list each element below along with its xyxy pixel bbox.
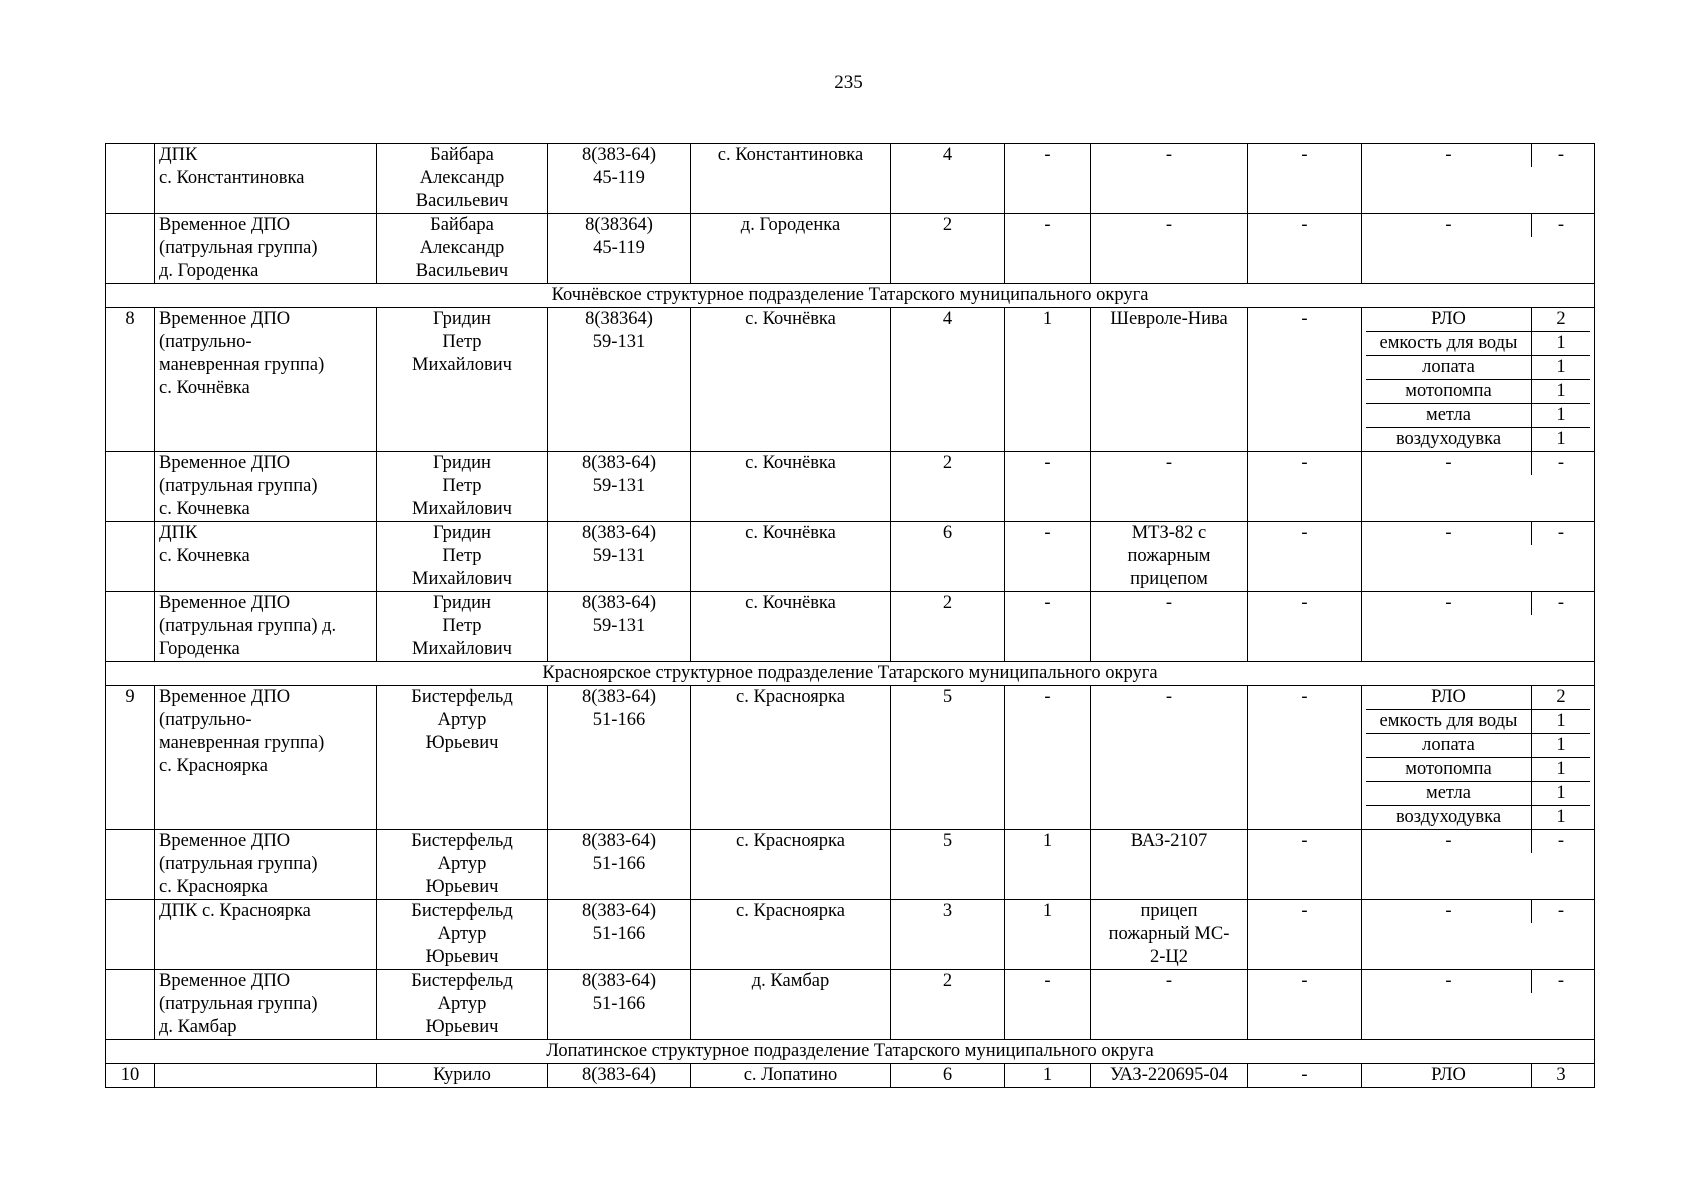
- phone-number: [548, 592, 691, 662]
- inventory-item: емкость для воды: [1366, 710, 1532, 734]
- phone-number-line: 8(383-64): [582, 1065, 656, 1085]
- inventory-cell: [1362, 686, 1595, 830]
- inventory-qty: 1: [1532, 782, 1591, 806]
- people-count: 5: [891, 686, 1005, 830]
- unit-name-line: (патрульная группа): [159, 994, 318, 1014]
- inventory-item: метла: [1366, 782, 1532, 806]
- unit-name-line: (патрульно-: [159, 710, 252, 730]
- vehicles-count: 1: [1005, 900, 1091, 970]
- table-row: [106, 308, 1595, 452]
- phone-number-line: 51-166: [592, 710, 646, 730]
- phone-number: [548, 522, 691, 592]
- inventory-row: [1366, 1064, 1590, 1087]
- unit-name: [155, 308, 377, 452]
- inventory-item: мотопомпа: [1366, 758, 1532, 782]
- phone-number-line: 8(383-64): [582, 687, 656, 707]
- inventory-item: -: [1445, 901, 1452, 921]
- inventory-item: -: [1445, 971, 1452, 991]
- inventory-item: емкость для воды: [1366, 332, 1532, 356]
- inventory-qty: -: [1532, 452, 1591, 475]
- vehicle-name: [1091, 970, 1248, 1040]
- vehicle-name-line: 2-Ц2: [1149, 947, 1189, 967]
- row-number: [106, 214, 155, 284]
- head-name-line: Бистерфельд: [411, 831, 513, 851]
- vehicles-count: 1: [1005, 830, 1091, 900]
- phone-number-line: 59-131: [592, 616, 646, 636]
- unit-name: [155, 522, 377, 592]
- vehicle-name: [1091, 452, 1248, 522]
- head-name: [377, 522, 548, 592]
- inventory-cell: [1362, 144, 1595, 214]
- inventory-cell: [1362, 900, 1595, 970]
- inventory-cell: [1362, 214, 1595, 284]
- head-name-line: Петр: [442, 332, 482, 352]
- row-number: [106, 900, 155, 970]
- unit-name: [155, 1064, 377, 1088]
- head-name-line: Артур: [437, 854, 487, 874]
- inventory-cell: [1362, 308, 1595, 452]
- vehicles-count: -: [1005, 214, 1091, 284]
- location: с. Кочнёвка: [691, 308, 891, 452]
- unit-name: [155, 592, 377, 662]
- column-9-value: -: [1248, 900, 1362, 970]
- unit-name-line: с. Кочневка: [159, 546, 250, 566]
- unit-name-line: д. Городенка: [159, 261, 259, 281]
- vehicles-count: 1: [1005, 308, 1091, 452]
- column-9-value: -: [1248, 830, 1362, 900]
- phone-number-line: 8(383-64): [582, 523, 656, 543]
- inventory-item: РЛО: [1431, 309, 1466, 329]
- people-count: 6: [891, 522, 1005, 592]
- unit-name-line: с. Кочнёвка: [159, 378, 250, 398]
- inventory-table: [1366, 970, 1590, 993]
- phone-number: [548, 686, 691, 830]
- inventory-table: [1366, 592, 1590, 615]
- inventory-row: [1366, 758, 1590, 782]
- head-name-line: Гридин: [433, 523, 491, 543]
- section-title: Лопатинское структурное подразделение Татарского муниципального округа: [106, 1040, 1595, 1064]
- row-number: [106, 970, 155, 1040]
- phone-number: [548, 452, 691, 522]
- location: д. Городенка: [691, 214, 891, 284]
- inventory-item: мотопомпа: [1366, 380, 1532, 404]
- row-number: 9: [106, 686, 155, 830]
- phone-number-line: 8(383-64): [582, 971, 656, 991]
- head-name-line: Александр: [419, 168, 505, 188]
- inventory-qty: 2: [1532, 686, 1591, 710]
- inventory-item: РЛО: [1431, 1065, 1466, 1085]
- phone-number: [548, 970, 691, 1040]
- head-name-line: Александр: [419, 238, 505, 258]
- people-count: 3: [891, 900, 1005, 970]
- vehicle-name: [1091, 686, 1248, 830]
- column-9-value: -: [1248, 686, 1362, 830]
- phone-number-line: 8(38364): [585, 309, 653, 329]
- vehicle-name: [1091, 308, 1248, 452]
- inventory-item: -: [1445, 145, 1452, 165]
- unit-name: [155, 452, 377, 522]
- head-name-line: Михайлович: [412, 569, 512, 589]
- row-number: [106, 592, 155, 662]
- inventory-qty: 1: [1532, 428, 1591, 452]
- head-name-line: Петр: [442, 546, 482, 566]
- phone-number-line: 51-166: [592, 994, 646, 1014]
- inventory-row: [1366, 592, 1590, 615]
- phone-number-line: 8(38364): [585, 215, 653, 235]
- head-name-line: Бистерфельд: [411, 687, 513, 707]
- table-row: [106, 214, 1595, 284]
- people-count: 2: [891, 452, 1005, 522]
- inventory-qty: 1: [1532, 806, 1591, 830]
- column-9-value: -: [1248, 592, 1362, 662]
- people-count: 2: [891, 214, 1005, 284]
- inventory-row: [1366, 308, 1590, 332]
- vehicle-name-line: Шевроле-Нива: [1110, 309, 1228, 329]
- location: с. Кочнёвка: [691, 452, 891, 522]
- section-title: Красноярское структурное подразделение Татарского муниципального округа: [106, 662, 1595, 686]
- inventory-row: [1366, 452, 1590, 475]
- table-row: [106, 522, 1595, 592]
- phone-number: [548, 900, 691, 970]
- inventory-row: [1366, 830, 1590, 853]
- head-name-line: Гридин: [433, 593, 491, 613]
- inventory-qty: -: [1532, 970, 1591, 993]
- head-name-line: Артур: [437, 994, 487, 1014]
- inventory-row: [1366, 710, 1590, 734]
- unit-name-line: Временное ДПО: [159, 593, 291, 613]
- people-count: 6: [891, 1064, 1005, 1088]
- head-name: [377, 686, 548, 830]
- row-number: [106, 144, 155, 214]
- column-9-value: -: [1248, 214, 1362, 284]
- inventory-item: метла: [1366, 404, 1532, 428]
- phone-number-line: 51-166: [592, 924, 646, 944]
- unit-name-line: Временное ДПО: [159, 453, 291, 473]
- people-count: 5: [891, 830, 1005, 900]
- row-number: [106, 522, 155, 592]
- inventory-qty: 1: [1532, 380, 1591, 404]
- table-row: [106, 830, 1595, 900]
- column-9-value: -: [1248, 308, 1362, 452]
- page-number: 235: [834, 72, 863, 93]
- unit-name-line: ДПК с. Красноярка: [159, 901, 311, 921]
- vehicle-name-line: пожарным: [1127, 546, 1211, 566]
- inventory-row: [1366, 734, 1590, 758]
- table-row: [106, 1064, 1595, 1088]
- vehicle-name-line: прицепом: [1130, 569, 1208, 589]
- location: с. Красноярка: [691, 900, 891, 970]
- inventory-row: [1366, 332, 1590, 356]
- inventory-row: [1366, 522, 1590, 545]
- unit-name-line: с. Красноярка: [159, 877, 268, 897]
- inventory-table: [1366, 830, 1590, 853]
- phone-number-line: 59-131: [592, 332, 646, 352]
- head-name-line: Бистерфельд: [411, 971, 513, 991]
- location: с. Красноярка: [691, 686, 891, 830]
- inventory-table: [1366, 452, 1590, 475]
- vehicle-name-line: -: [1165, 215, 1173, 235]
- unit-name-line: Временное ДПО: [159, 309, 291, 329]
- unit-name-line: (патрульно-: [159, 332, 252, 352]
- vehicles-count: -: [1005, 686, 1091, 830]
- inventory-cell: [1362, 830, 1595, 900]
- inventory-item: -: [1445, 523, 1452, 543]
- head-name-line: Артур: [437, 924, 487, 944]
- inventory-row: [1366, 144, 1590, 167]
- head-name-line: Байбара: [430, 215, 494, 235]
- phone-number-line: 8(383-64): [582, 593, 656, 613]
- phone-number-line: 8(383-64): [582, 453, 656, 473]
- inventory-cell: [1362, 970, 1595, 1040]
- head-name-line: Михайлович: [412, 639, 512, 659]
- location: д. Камбар: [691, 970, 891, 1040]
- inventory-qty: -: [1532, 830, 1591, 853]
- unit-name-line: ДПК: [159, 523, 198, 543]
- vehicle-name-line: ВАЗ-2107: [1130, 831, 1208, 851]
- inventory-qty: 1: [1532, 404, 1591, 428]
- unit-name-line: (патрульная группа): [159, 476, 318, 496]
- inventory-item: -: [1445, 831, 1452, 851]
- inventory-cell: [1362, 592, 1595, 662]
- inventory-row: [1366, 404, 1590, 428]
- phone-number-line: 8(383-64): [582, 145, 656, 165]
- inventory-qty: -: [1532, 214, 1591, 237]
- inventory-table: [1366, 308, 1590, 451]
- head-name-line: Юрьевич: [425, 1017, 499, 1037]
- table-row: [106, 144, 1595, 214]
- inventory-row: [1366, 380, 1590, 404]
- inventory-row: [1366, 970, 1590, 993]
- unit-name: [155, 144, 377, 214]
- inventory-qty: 1: [1532, 710, 1591, 734]
- inventory-item: -: [1445, 593, 1452, 613]
- unit-name: [155, 686, 377, 830]
- vehicle-name-line: -: [1165, 593, 1173, 613]
- inventory-qty: 1: [1532, 734, 1591, 758]
- inventory-item: РЛО: [1431, 687, 1466, 707]
- inventory-item: лопата: [1366, 734, 1532, 758]
- vehicle-name: [1091, 900, 1248, 970]
- inventory-table: [1366, 522, 1590, 545]
- vehicle-name-line: УАЗ-220695-04: [1109, 1065, 1229, 1085]
- head-name-line: Юрьевич: [425, 947, 499, 967]
- inventory-row: [1366, 806, 1590, 830]
- inventory-qty: -: [1532, 592, 1591, 615]
- table-row: [106, 592, 1595, 662]
- vehicle-name-line: прицеп: [1140, 901, 1198, 921]
- head-name: [377, 900, 548, 970]
- table-row: [106, 900, 1595, 970]
- head-name: [377, 592, 548, 662]
- phone-number: [548, 1064, 691, 1088]
- head-name-line: Юрьевич: [425, 877, 499, 897]
- row-number: 8: [106, 308, 155, 452]
- vehicle-name: [1091, 214, 1248, 284]
- people-count: 2: [891, 970, 1005, 1040]
- inventory-qty: 3: [1532, 1064, 1591, 1087]
- head-name-line: Бистерфельд: [411, 901, 513, 921]
- head-name-line: Васильевич: [415, 261, 509, 281]
- vehicle-name: [1091, 592, 1248, 662]
- inventory-row: [1366, 686, 1590, 710]
- vehicles-count: -: [1005, 592, 1091, 662]
- phone-number: [548, 214, 691, 284]
- unit-name-line: ДПК: [159, 145, 198, 165]
- inventory-cell: [1362, 522, 1595, 592]
- head-name: [377, 214, 548, 284]
- phone-number-line: 51-166: [592, 854, 646, 874]
- inventory-cell: [1362, 1064, 1595, 1088]
- section-title: Кочнёвское структурное подразделение Татарского муниципального округа: [106, 284, 1595, 308]
- inventory-qty: -: [1532, 900, 1591, 923]
- location: с. Лопатино: [691, 1064, 891, 1088]
- vehicle-name-line: -: [1165, 687, 1173, 707]
- inventory-table: [1366, 1064, 1590, 1087]
- phone-number-line: 59-131: [592, 546, 646, 566]
- head-name-line: Михайлович: [412, 355, 512, 375]
- table-row: [106, 970, 1595, 1040]
- vehicles-count: -: [1005, 452, 1091, 522]
- phone-number: [548, 144, 691, 214]
- head-name: [377, 452, 548, 522]
- head-name-line: Петр: [442, 616, 482, 636]
- inventory-row: [1366, 900, 1590, 923]
- vehicle-name: [1091, 1064, 1248, 1088]
- unit-name-line: маневренная группа): [159, 355, 325, 375]
- head-name-line: Юрьевич: [425, 733, 499, 753]
- head-name-line: Михайлович: [412, 499, 512, 519]
- inventory-item: -: [1445, 215, 1452, 235]
- unit-name-line: с. Кочневка: [159, 499, 250, 519]
- column-9-value: -: [1248, 452, 1362, 522]
- vehicle-name: [1091, 522, 1248, 592]
- table-row: [106, 686, 1595, 830]
- inventory-qty: 1: [1532, 356, 1591, 380]
- vehicle-name-line: -: [1165, 453, 1173, 473]
- unit-name: [155, 900, 377, 970]
- inventory-item: воздуходувка: [1366, 428, 1532, 452]
- inventory-row: [1366, 214, 1590, 237]
- vehicles-count: -: [1005, 522, 1091, 592]
- inventory-cell: [1362, 452, 1595, 522]
- head-name-line: Васильевич: [415, 191, 509, 211]
- head-name: [377, 144, 548, 214]
- unit-name-line: (патрульная группа) д.: [159, 616, 337, 636]
- unit-name-line: маневренная группа): [159, 733, 325, 753]
- inventory-item: воздуходувка: [1366, 806, 1532, 830]
- unit-name-line: с. Константиновка: [159, 168, 305, 188]
- location: с. Константиновка: [691, 144, 891, 214]
- inventory-qty: -: [1532, 144, 1591, 167]
- vehicle-name-line: пожарный МС-: [1108, 924, 1230, 944]
- phone-number-line: 45-119: [593, 168, 645, 188]
- inventory-table: [1366, 144, 1590, 167]
- vehicles-count: 1: [1005, 1064, 1091, 1088]
- vehicle-name: [1091, 144, 1248, 214]
- inventory-row: [1366, 356, 1590, 380]
- inventory-table: [1366, 214, 1590, 237]
- unit-name-line: (патрульная группа): [159, 854, 318, 874]
- unit-name-line: Временное ДПО: [159, 971, 291, 991]
- vehicle-name-line: -: [1165, 145, 1173, 165]
- head-name-line: Курило: [433, 1065, 491, 1085]
- head-name: [377, 830, 548, 900]
- location: с. Красноярка: [691, 830, 891, 900]
- unit-name: [155, 970, 377, 1040]
- row-number: [106, 452, 155, 522]
- column-9-value: -: [1248, 1064, 1362, 1088]
- head-name: [377, 970, 548, 1040]
- row-number: [106, 830, 155, 900]
- vehicle-name-line: МТЗ-82 с: [1131, 523, 1207, 543]
- row-number: 10: [106, 1064, 155, 1088]
- head-name: [377, 1064, 548, 1088]
- unit-name-line: Временное ДПО: [159, 687, 291, 707]
- phone-number-line: 8(383-64): [582, 901, 656, 921]
- head-name-line: Петр: [442, 476, 482, 496]
- unit-name: [155, 214, 377, 284]
- inventory-qty: -: [1532, 522, 1591, 545]
- unit-name-line: д. Камбар: [159, 1017, 237, 1037]
- unit-name-line: Временное ДПО: [159, 831, 291, 851]
- inventory-table: [1366, 686, 1590, 829]
- section-row: [106, 284, 1595, 308]
- unit-name: [155, 830, 377, 900]
- location: с. Кочнёвка: [691, 592, 891, 662]
- inventory-item: -: [1445, 453, 1452, 473]
- inventory-table: [1366, 900, 1590, 923]
- fire-units-table: [105, 143, 1595, 1088]
- head-name: [377, 308, 548, 452]
- phone-number: [548, 308, 691, 452]
- column-9-value: -: [1248, 970, 1362, 1040]
- unit-name-line: Временное ДПО: [159, 215, 291, 235]
- inventory-qty: 1: [1532, 758, 1591, 782]
- head-name-line: Байбара: [430, 145, 494, 165]
- phone-number-line: 45-119: [593, 238, 645, 258]
- vehicle-name: [1091, 830, 1248, 900]
- inventory-row: [1366, 428, 1590, 452]
- people-count: 2: [891, 592, 1005, 662]
- phone-number: [548, 830, 691, 900]
- table-row: [106, 452, 1595, 522]
- phone-number-line: 59-131: [592, 476, 646, 496]
- inventory-qty: 2: [1532, 308, 1591, 332]
- unit-name-line: с. Красноярка: [159, 756, 268, 776]
- vehicles-count: -: [1005, 970, 1091, 1040]
- head-name-line: Артур: [437, 710, 487, 730]
- inventory-row: [1366, 782, 1590, 806]
- inventory-item: лопата: [1366, 356, 1532, 380]
- people-count: 4: [891, 144, 1005, 214]
- vehicles-count: -: [1005, 144, 1091, 214]
- location: с. Кочнёвка: [691, 522, 891, 592]
- inventory-qty: 1: [1532, 332, 1591, 356]
- people-count: 4: [891, 308, 1005, 452]
- section-row: [106, 662, 1595, 686]
- unit-name-line: Городенка: [159, 639, 240, 659]
- head-name-line: Гридин: [433, 453, 491, 473]
- column-9-value: -: [1248, 144, 1362, 214]
- unit-name-line: (патрульная группа): [159, 238, 318, 258]
- phone-number-line: 8(383-64): [582, 831, 656, 851]
- column-9-value: -: [1248, 522, 1362, 592]
- section-row: [106, 1040, 1595, 1064]
- head-name-line: Гридин: [433, 309, 491, 329]
- vehicle-name-line: -: [1165, 971, 1173, 991]
